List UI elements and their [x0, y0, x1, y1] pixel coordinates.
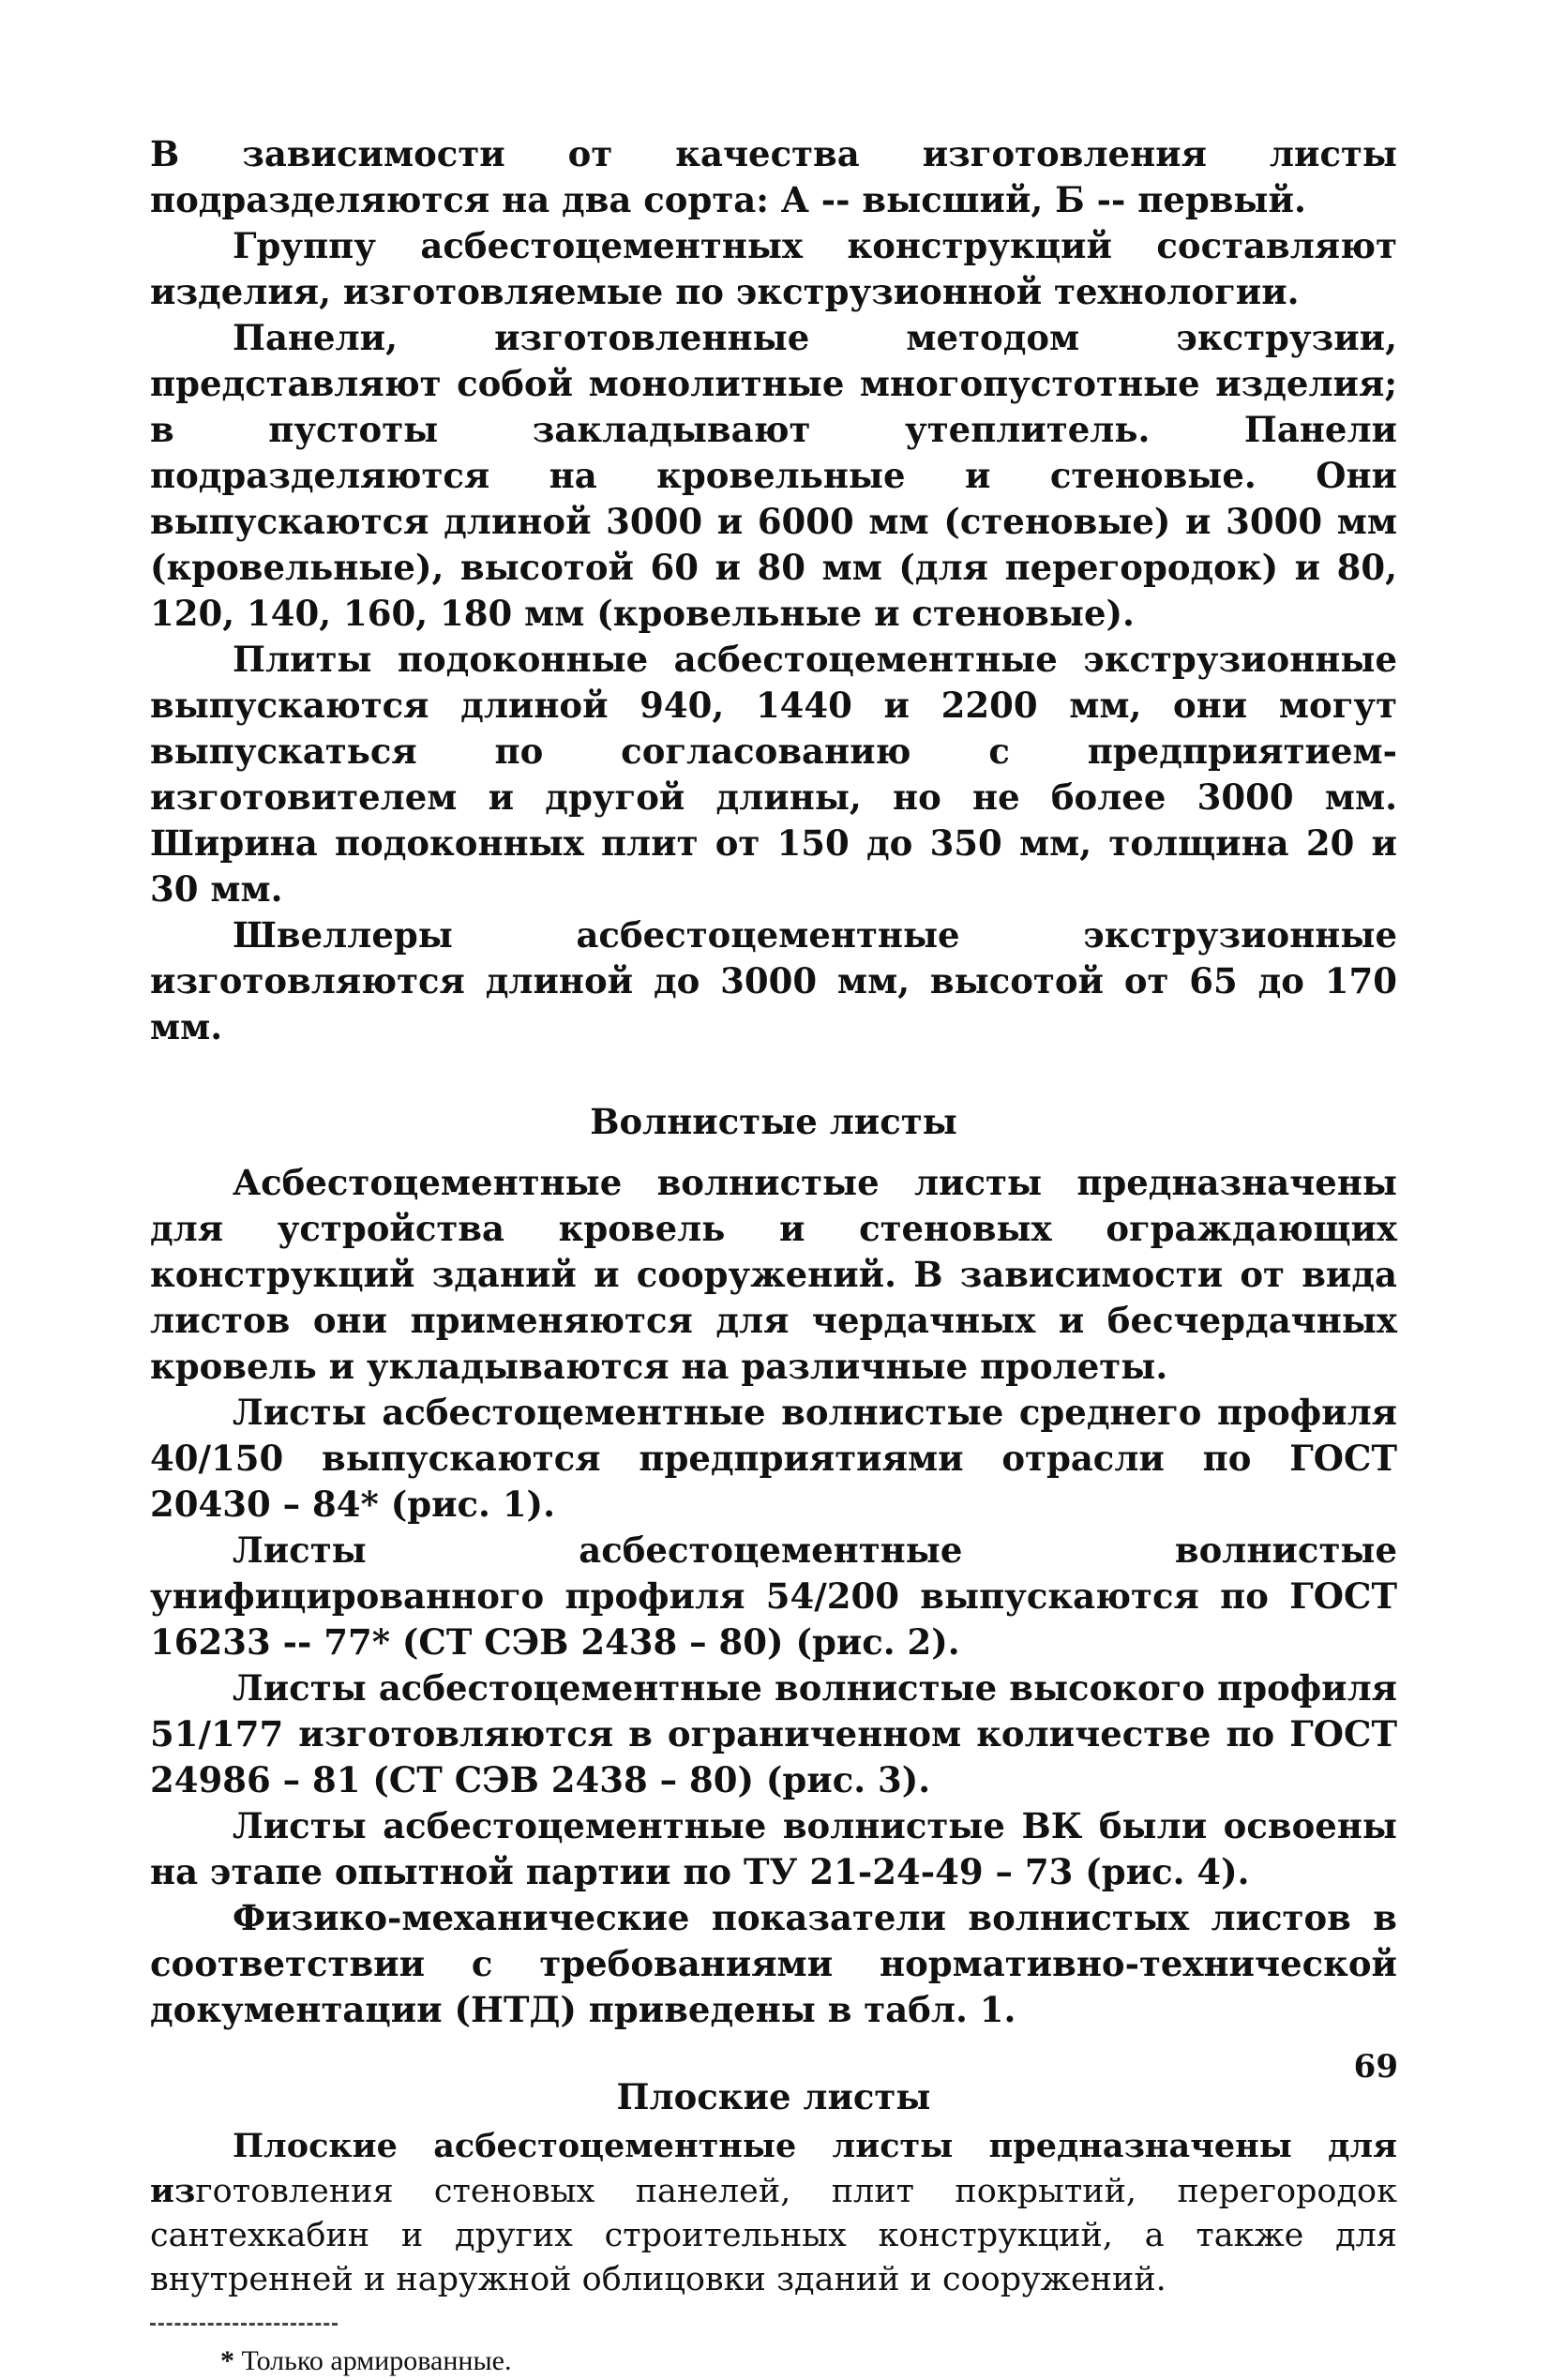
- page-number: 69: [1353, 2048, 1398, 2086]
- section-heading-corrugated: Волнистые листы: [590, 1101, 957, 1142]
- paragraph: Листы асбестоцементные волнистые ВК были освоены на этапе опытной партии по ТУ 21-24-49 – 73 (рис. 4).: [150, 1805, 1397, 1892]
- footnote-mark: *: [220, 2345, 234, 2376]
- footnote-text: Только армированные.: [241, 2345, 512, 2376]
- paragraph: Панели, изготовленные методом экструзии, представляют собой монолитные многопустотные изделия; в пустоты закладывают утеплитель. Панели подразделяются на кровельные и стеновые. Они выпускаются длиной 3000 и 6000 мм (стеновые) и 3000 мм (кровельные), высотой 60 и 80 мм (для перегородок) и 80, 120, 140, 160, 180 мм (кровельные и стеновые).: [150, 317, 1397, 634]
- paragraph: Группу асбестоцементных конструкций составляют изделия, изготовляемые по экструзионной технологии.: [150, 225, 1397, 312]
- page-body: [150, 131, 1397, 2380]
- paragraph-rest: готовления стеновых панелей, плит покрытий, перегородок сантехкабин и других строительных конструкций, а также для внутренней и наружной облицовки зданий и сооружений.: [150, 2173, 1397, 2298]
- section-heading-flat: Плоские листы: [616, 2076, 931, 2117]
- paragraph: Физико-механические показатели волнистых листов в соответствии с требованиями нормативно-технической документации (НТД) приведены в табл. 1.: [150, 1897, 1397, 2030]
- paragraph: Асбестоцементные волнистые листы предназначены для устройства кровель и стеновых ограждающих конструкций зданий и сооружений. В зависимости от вида листов они применяются для чердачных и бесчердачных кровель и укладываются на различные пролеты.: [150, 1162, 1397, 1387]
- paragraph: Листы асбестоцементные волнистые высокого профиля 51/177 изготовляются в ограниченном количестве по ГОСТ 24986 – 81 (СТ СЭВ 2438 – 80) (рис. 3).: [150, 1667, 1397, 1800]
- footnote: [220, 2342, 1397, 2380]
- paragraph: Листы асбестоцементные волнистые унифицированного профиля 54/200 выпускаются по ГОСТ 16233 -- 77* (СТ СЭВ 2438 – 80) (рис. 2).: [150, 1529, 1397, 1663]
- paragraph-flat-sheets: [150, 2124, 1397, 2302]
- paragraph: Плиты подоконные асбестоцементные экструзионные выпускаются длиной 940, 1440 и 2200 мм, они могут выпускаться по согласованию с предприятием-изготовителем и другой длины, но не более 3000 мм. Ширина подоконных плит от 150 до 350 мм, толщина 20 и 30 мм.: [150, 639, 1397, 910]
- footnote-divider: [150, 2323, 338, 2326]
- paragraph: В зависимости от качества изготовления листы подразделяются на два сорта: А -- высший, Б -- первый.: [150, 133, 1397, 220]
- paragraph-lead: Плоские асбестоцементные листы предназначены для из: [150, 2127, 1397, 2210]
- paragraph: Швеллеры асбестоцементные экструзионные изготовляются длиной до 3000 мм, высотой от 65 до 170 мм.: [150, 914, 1397, 1047]
- paragraph: Листы асбестоцементные волнистые среднего профиля 40/150 выпускаются предприятиями отрасли по ГОСТ 20430 – 84* (рис. 1).: [150, 1392, 1397, 1525]
